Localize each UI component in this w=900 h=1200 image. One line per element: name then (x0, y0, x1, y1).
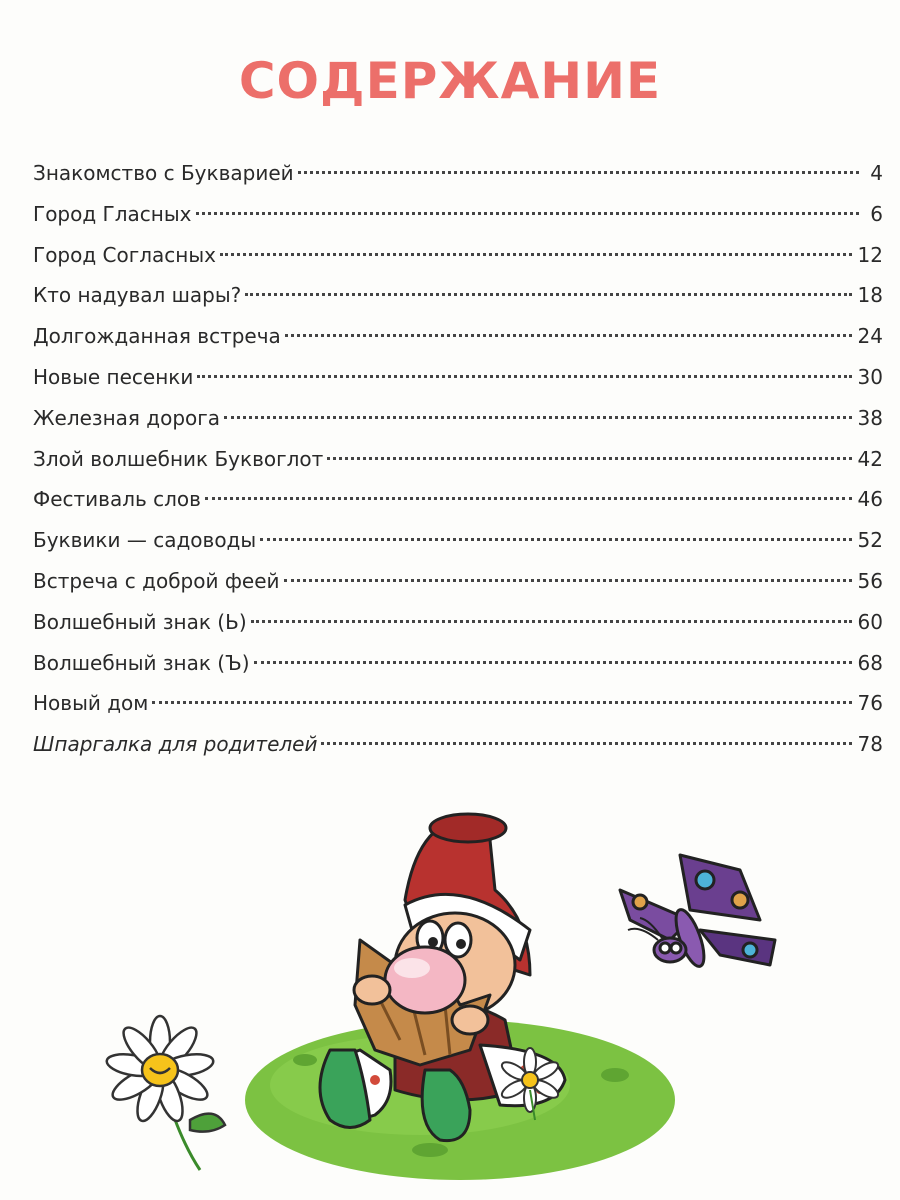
toc-item-title: Железная дорога (33, 405, 221, 430)
toc-item-title: Знакомство с Букварией (33, 161, 294, 185)
daisy-flower-icon (105, 1016, 225, 1170)
toc-item-title: Новые песенки (33, 364, 194, 389)
toc-item-page: 38 (857, 405, 883, 430)
toc-item[interactable] (33, 316, 883, 357)
toc-leader-dots (284, 579, 852, 582)
toc-item[interactable] (33, 398, 883, 439)
toc-item-title: Город Гласных (33, 201, 192, 226)
toc-item-page: 68 (857, 650, 883, 675)
toc-item[interactable] (33, 439, 883, 480)
toc-leader-dots (220, 253, 852, 256)
toc-item-page: 24 (857, 324, 883, 349)
toc-leader-dots (197, 375, 851, 378)
toc-item-title: Волшебный знак (Ь) (33, 609, 247, 634)
page-title: СОДЕРЖАНИЕ (238, 52, 662, 110)
toc-item-page: 30 (857, 364, 883, 389)
toc-leader-dots (260, 538, 851, 541)
toc-leader-dots (224, 416, 851, 419)
illustration (0, 790, 900, 1200)
toc-item[interactable] (33, 683, 883, 724)
toc-item-title: Шпаргалка для родителей (33, 732, 318, 757)
toc-item-page: 6 (870, 201, 883, 226)
toc-item-title: Новый дом (33, 691, 149, 716)
toc-item[interactable] (33, 520, 883, 561)
toc-item[interactable] (33, 275, 883, 316)
toc-leader-dots (152, 701, 851, 704)
toc-item-page: 78 (857, 732, 883, 757)
toc-leader-dots (327, 457, 851, 460)
toc-leader-dots (196, 212, 860, 215)
toc-item[interactable] (33, 724, 883, 765)
toc-item[interactable] (33, 357, 883, 398)
table-of-contents (33, 153, 883, 765)
toc-item-page: 76 (857, 691, 883, 716)
toc-item-page: 4 (870, 161, 883, 185)
toc-item-page: 52 (857, 528, 883, 553)
toc-item-page: 60 (857, 609, 883, 634)
toc-item-title: Фестиваль слов (33, 487, 201, 512)
toc-leader-dots (321, 742, 851, 745)
toc-item[interactable] (33, 194, 883, 235)
toc-item-page: 46 (857, 487, 883, 512)
toc-leader-dots (205, 497, 852, 500)
toc-item[interactable] (33, 153, 883, 194)
toc-item-page: 56 (857, 568, 883, 593)
toc-leader-dots (254, 661, 852, 664)
toc-item-page: 18 (857, 283, 883, 308)
toc-item-title: Кто надувал шары? (33, 283, 242, 308)
toc-item-page: 42 (857, 446, 883, 471)
toc-item-page: 12 (857, 242, 883, 267)
toc-item-title: Волшебный знак (Ъ) (33, 650, 250, 675)
toc-item[interactable] (33, 479, 883, 520)
butterfly-icon (620, 855, 775, 970)
toc-item-title: Встреча с доброй феей (33, 568, 280, 593)
toc-leader-dots (245, 293, 851, 296)
toc-item-title: Долгожданная встреча (33, 324, 281, 349)
toc-leader-dots (285, 334, 852, 337)
toc-item[interactable] (33, 235, 883, 276)
toc-item-title: Буквики — садоводы (33, 528, 257, 553)
toc-item-title: Злой волшебник Буквоглот (33, 446, 324, 471)
toc-item[interactable] (33, 643, 883, 684)
toc-leader-dots (251, 620, 852, 623)
toc-item-title: Город Согласных (33, 242, 216, 267)
toc-item[interactable] (33, 561, 883, 602)
toc-leader-dots (298, 171, 859, 174)
toc-item[interactable] (33, 602, 883, 643)
